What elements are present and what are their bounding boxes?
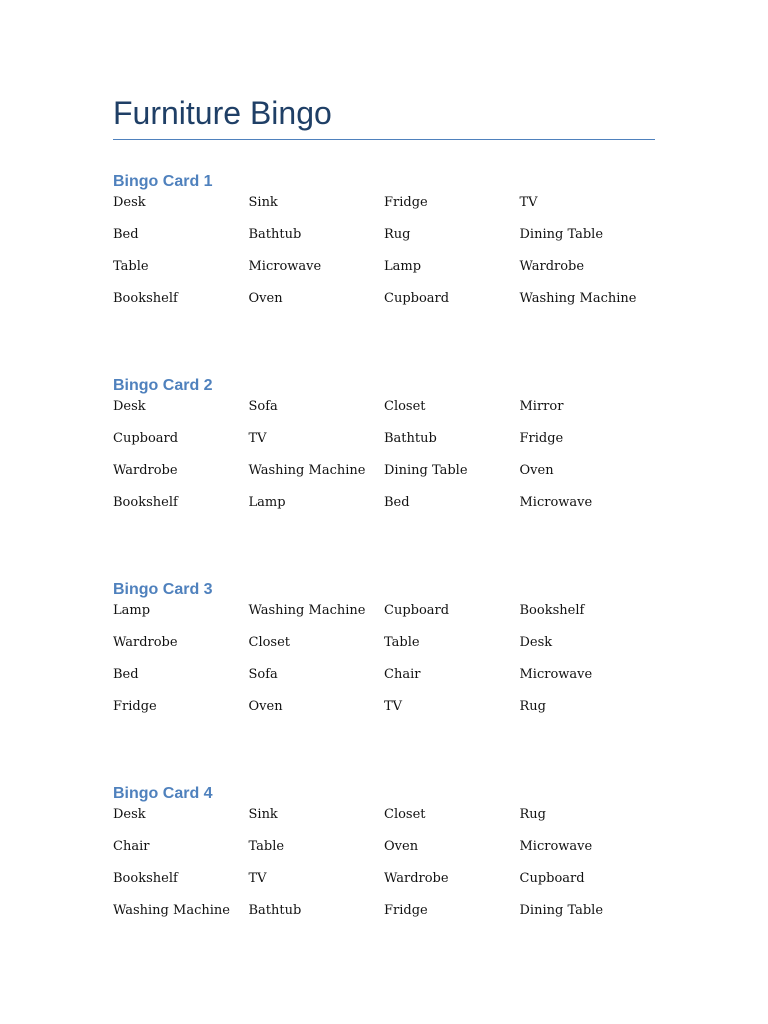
bingo-cell: Wardrobe	[519, 259, 585, 274]
bingo-cell: Closet	[384, 807, 426, 822]
bingo-cell: TV	[384, 699, 403, 714]
bingo-cell: Sofa	[248, 399, 278, 414]
bingo-cell: Bathtub	[384, 431, 437, 446]
bingo-grid	[113, 194, 655, 322]
bingo-cell: Dining Table	[384, 463, 468, 478]
bingo-cell: Sink	[248, 195, 278, 210]
bingo-cell: Closet	[248, 635, 291, 650]
bingo-cell: Bookshelf	[113, 291, 178, 306]
bingo-cell: Sofa	[248, 667, 278, 682]
bingo-cell: Microwave	[519, 495, 593, 510]
bingo-card-4	[113, 784, 655, 934]
bingo-cell: Fridge	[384, 195, 428, 210]
bingo-cell: Microwave	[248, 259, 322, 274]
bingo-cell: Rug	[519, 699, 546, 714]
bingo-cell: Washing Machine	[248, 463, 366, 478]
bingo-cell: Bed	[113, 227, 139, 242]
bingo-cell: Dining Table	[519, 903, 604, 918]
bingo-cell: Oven	[248, 699, 283, 714]
bingo-cell: Bathtub	[248, 903, 302, 918]
bingo-grid	[113, 602, 655, 730]
bingo-cell: Dining Table	[519, 227, 604, 242]
bingo-cell: Oven	[384, 839, 419, 854]
bingo-cell: TV	[248, 871, 267, 886]
bingo-cell: Bookshelf	[113, 495, 178, 510]
card-heading: Bingo Card 1	[113, 173, 213, 190]
bingo-grid	[113, 806, 655, 934]
bingo-cell: Cupboard	[519, 871, 585, 886]
bingo-cell: Rug	[519, 807, 546, 822]
bingo-cell: Washing Machine	[519, 291, 637, 306]
bingo-grid	[113, 398, 655, 526]
bingo-cell: Cupboard	[113, 431, 179, 446]
bingo-cell: TV	[519, 195, 538, 210]
bingo-cell: Wardrobe	[113, 635, 178, 650]
bingo-cell: Fridge	[384, 903, 428, 918]
bingo-cell: Lamp	[113, 603, 151, 618]
bingo-cell: Oven	[519, 463, 554, 478]
bingo-cell: Wardrobe	[384, 871, 449, 886]
bingo-cell: Table	[113, 259, 149, 274]
bingo-cell: Bookshelf	[113, 871, 178, 886]
bingo-cell: Bed	[113, 667, 139, 682]
bingo-cell: Bathtub	[248, 227, 302, 242]
card-heading: Bingo Card 2	[113, 377, 213, 394]
card-heading: Bingo Card 4	[113, 785, 213, 802]
bingo-cell: Lamp	[248, 495, 286, 510]
card-heading: Bingo Card 3	[113, 581, 213, 598]
bingo-cell: Cupboard	[384, 603, 450, 618]
bingo-cell: Desk	[113, 195, 146, 210]
title-divider	[113, 139, 655, 140]
bingo-cell: Oven	[248, 291, 283, 306]
bingo-card-2	[113, 376, 655, 526]
bingo-cell: Sink	[248, 807, 278, 822]
bingo-cell: Bookshelf	[519, 603, 585, 618]
bingo-cell: Lamp	[384, 259, 422, 274]
bingo-cell: Table	[248, 839, 285, 854]
bingo-cell: Washing Machine	[113, 903, 230, 918]
bingo-cell: Bed	[384, 495, 410, 510]
bingo-cell: Cupboard	[384, 291, 450, 306]
bingo-cell: Desk	[113, 807, 146, 822]
bingo-cell: Table	[384, 635, 420, 650]
bingo-cell: Closet	[384, 399, 426, 414]
bingo-cell: Fridge	[113, 699, 157, 714]
bingo-cell: Wardrobe	[113, 463, 178, 478]
bingo-cell: Desk	[519, 635, 553, 650]
bingo-cell: Fridge	[519, 431, 564, 446]
bingo-cell: Microwave	[519, 839, 593, 854]
bingo-card-3	[113, 580, 655, 730]
bingo-cell: Washing Machine	[248, 603, 366, 618]
bingo-cell: Rug	[384, 227, 411, 242]
bingo-cell: Chair	[113, 839, 150, 854]
bingo-cell: TV	[248, 431, 267, 446]
bingo-cell: Chair	[384, 667, 421, 682]
bingo-cell: Mirror	[519, 399, 564, 414]
bingo-cell: Microwave	[519, 667, 593, 682]
bingo-cell: Desk	[113, 399, 146, 414]
bingo-card-1	[113, 172, 655, 322]
document-title: Furniture Bingo	[113, 95, 332, 131]
